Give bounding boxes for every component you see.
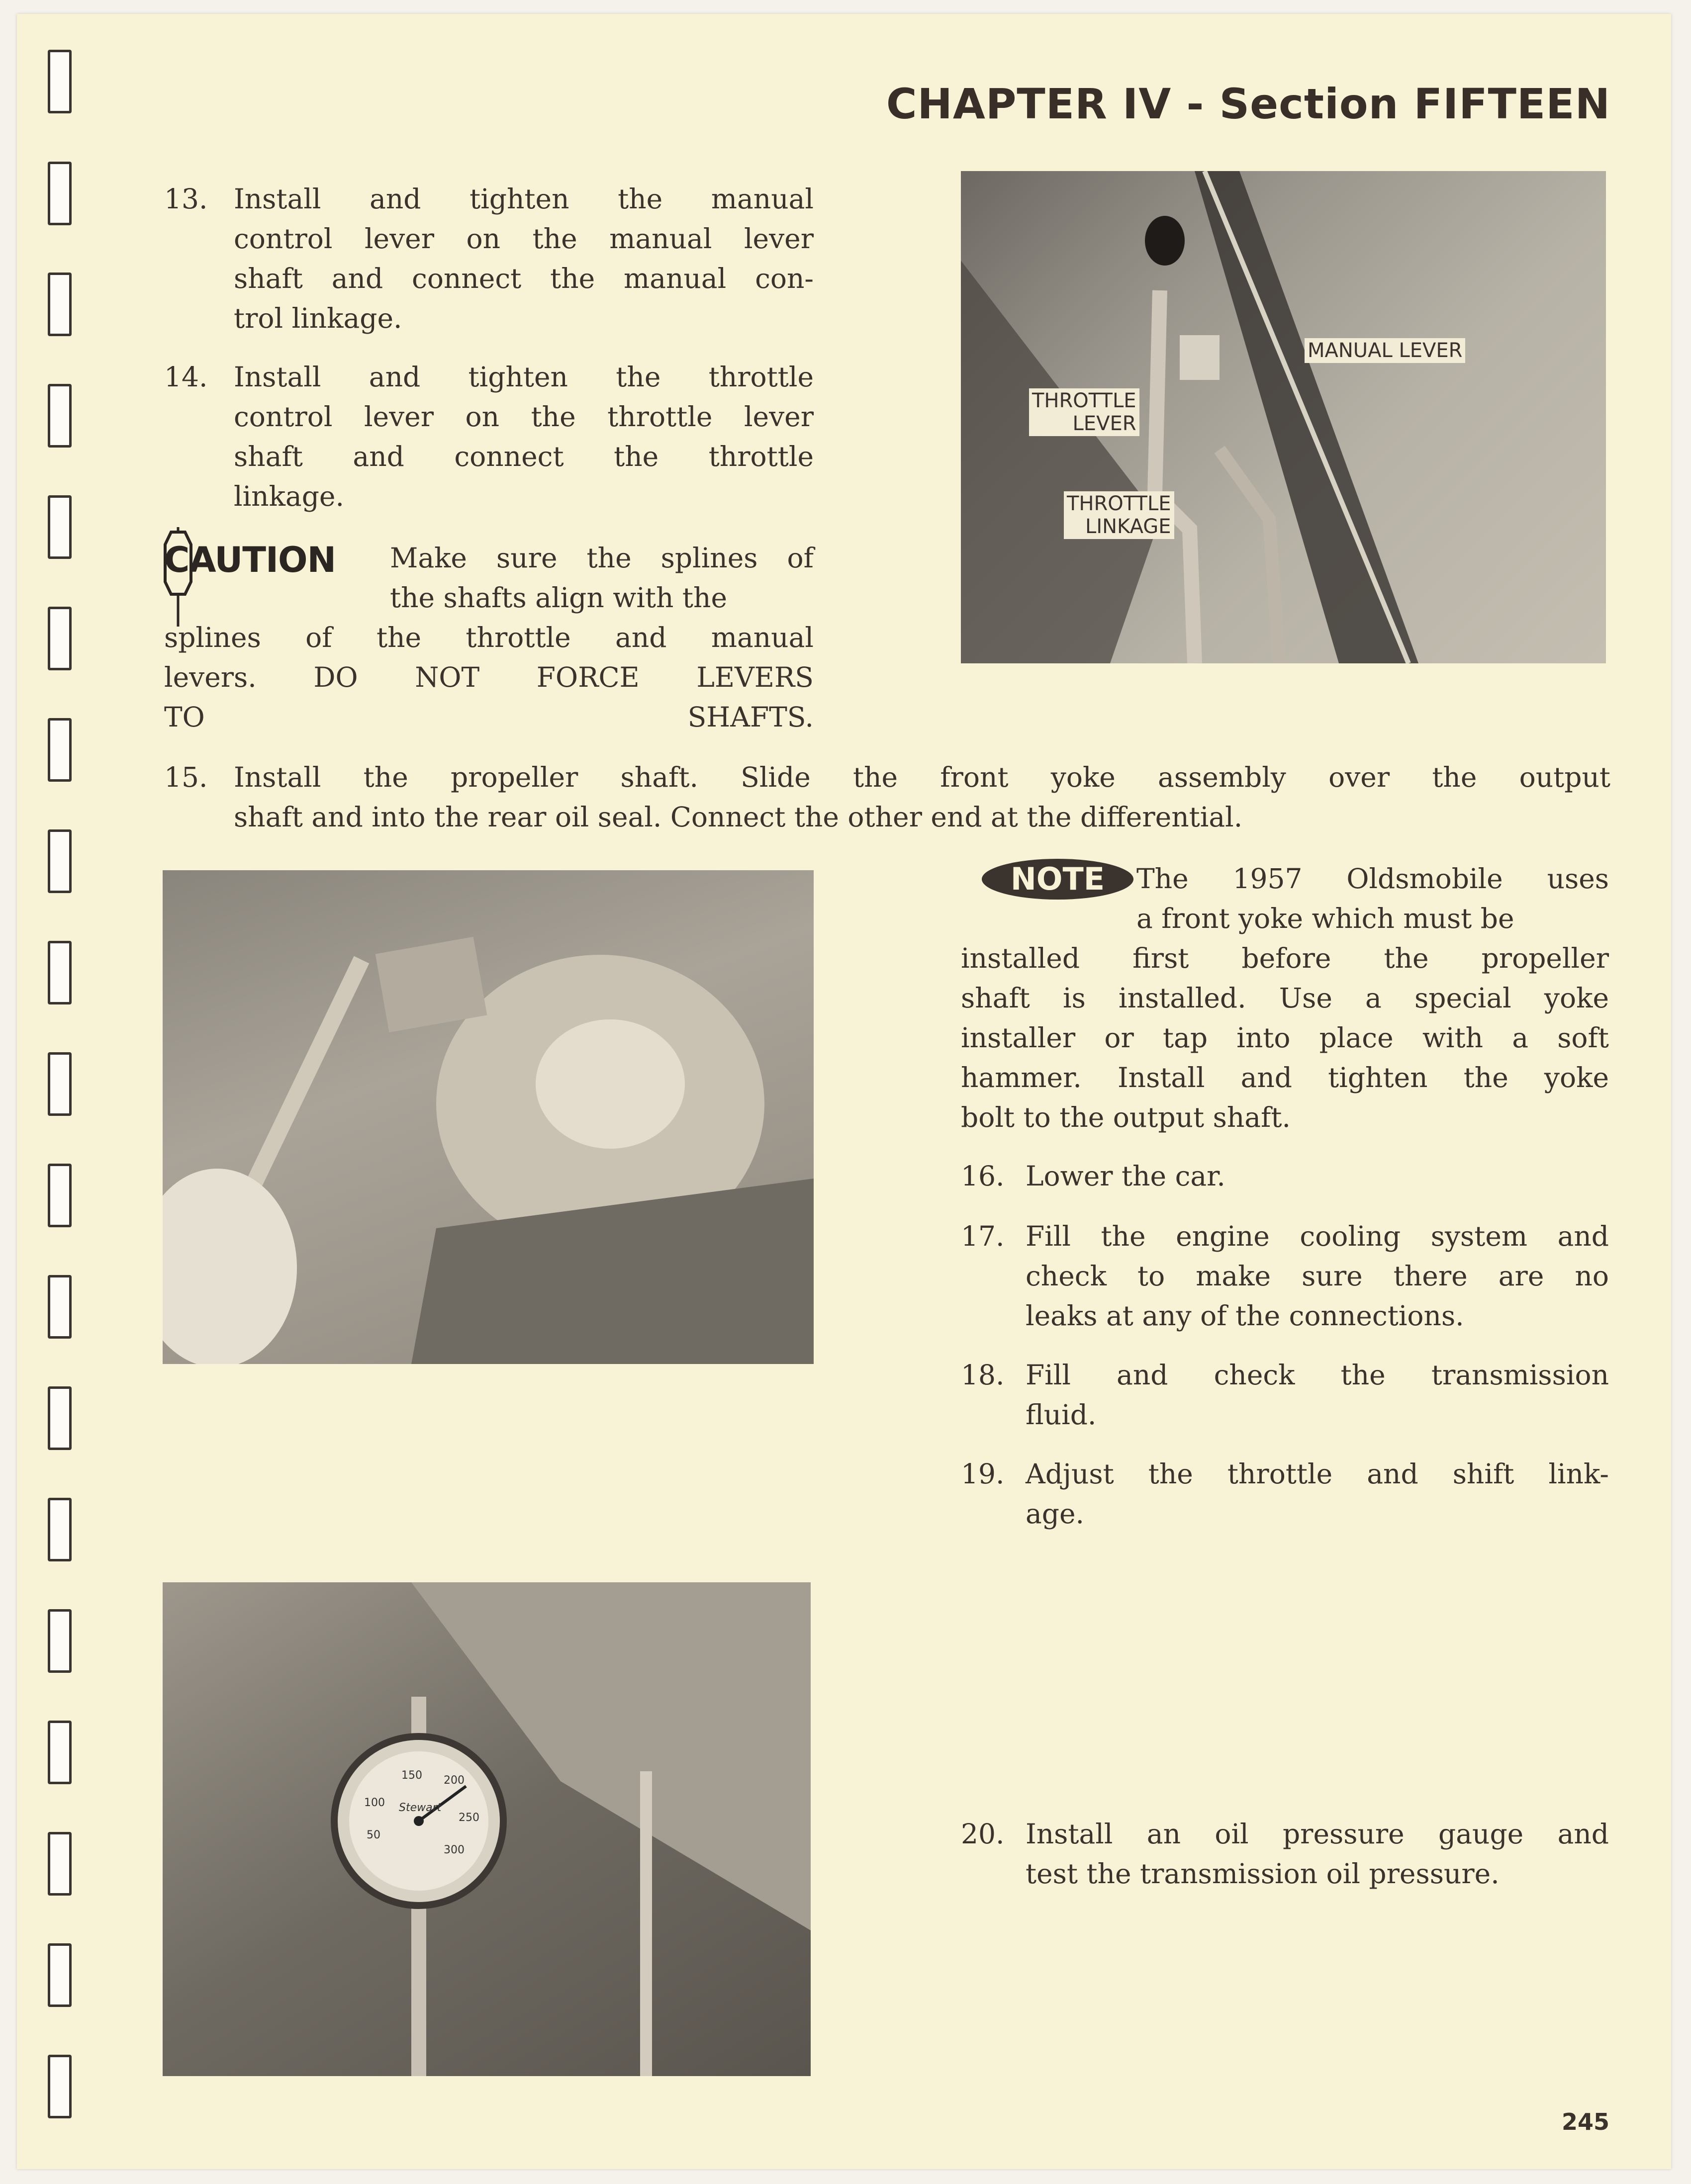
text-line: trol linkage. bbox=[234, 302, 402, 334]
binder-hole bbox=[48, 384, 72, 448]
text-line: Fill and check the transmission bbox=[1026, 1359, 1609, 1391]
text-line: Adjust the throttle and shift link- bbox=[1026, 1458, 1609, 1490]
text-line: shaft and into the rear oil seal. Connect the other end at the differential. bbox=[234, 801, 1243, 833]
page-number: 245 bbox=[1562, 2108, 1610, 2135]
text-line: shaft and connect the throttle bbox=[234, 441, 814, 472]
photo-yoke-install bbox=[163, 870, 814, 1364]
text-line: The 1957 Oldsmobile uses bbox=[1136, 863, 1609, 895]
step-number: 17. bbox=[961, 1220, 1005, 1252]
gauge-tick: 250 bbox=[459, 1812, 479, 1824]
yoke-illustration bbox=[163, 870, 814, 1364]
paragraph-text bbox=[1026, 1216, 1609, 1336]
text-line: TO SHAFTS. bbox=[164, 701, 814, 733]
text-line: Install the propeller shaft. Slide the front yoke assembly over the output bbox=[234, 761, 1610, 793]
text-line: shaft and connect the manual con- bbox=[234, 263, 814, 294]
text-line: levers. DO NOT FORCE LEVERS bbox=[164, 661, 814, 693]
step-number: 13. bbox=[164, 183, 208, 215]
text-line: shaft is installed. Use a special yoke bbox=[961, 982, 1609, 1014]
paragraph-text bbox=[1026, 1454, 1609, 1534]
paragraph-text bbox=[1026, 1355, 1609, 1435]
text-line: fluid. bbox=[1026, 1399, 1097, 1431]
label-manual-lever: MANUAL LEVER bbox=[1305, 338, 1465, 363]
paragraph-text bbox=[1136, 859, 1609, 938]
binder-hole bbox=[48, 1052, 72, 1116]
text-line: bolt to the output shaft. bbox=[961, 1101, 1291, 1133]
step-number: 20. bbox=[961, 1818, 1005, 1850]
text-line: Make sure the splines of bbox=[390, 542, 814, 574]
text-line: installer or tap into place with a soft bbox=[961, 1022, 1609, 1054]
text-line: splines of the throttle and manual bbox=[164, 622, 814, 653]
binder-hole bbox=[48, 495, 72, 559]
gauge-tick: 300 bbox=[444, 1844, 465, 1856]
chapter-header: CHAPTER IV - Section FIFTEEN bbox=[886, 80, 1610, 128]
text-line: hammer. Install and tighten the yoke bbox=[961, 1062, 1609, 1093]
binder-hole bbox=[48, 607, 72, 670]
photo-linkage bbox=[961, 171, 1606, 663]
binder-hole bbox=[48, 162, 72, 225]
paragraph-text bbox=[390, 538, 814, 618]
gauge-illustration bbox=[163, 1582, 811, 2076]
text-line: Lower the car. bbox=[1026, 1160, 1225, 1192]
binder-hole bbox=[48, 1386, 72, 1450]
note-badge: NOTE bbox=[982, 859, 1133, 900]
label-line: LINKAGE bbox=[1085, 515, 1171, 538]
paragraph-text bbox=[164, 618, 814, 737]
text-line: linkage. bbox=[234, 480, 344, 512]
step-number: 18. bbox=[961, 1359, 1005, 1391]
gauge-tick: 100 bbox=[364, 1797, 385, 1809]
label-line: THROTTLE bbox=[1067, 492, 1171, 515]
text-line: Install and tighten the throttle bbox=[234, 361, 814, 393]
text-line: Install and tighten the manual bbox=[234, 183, 814, 215]
text-line: a front yoke which must be bbox=[1136, 903, 1514, 934]
binder-hole bbox=[48, 273, 72, 336]
gauge-tick: 150 bbox=[401, 1769, 422, 1782]
photo-pressure-gauge bbox=[163, 1582, 811, 2076]
label-throttle-lever bbox=[1029, 388, 1139, 436]
step-number: 19. bbox=[961, 1458, 1005, 1490]
binder-hole bbox=[48, 2055, 72, 2118]
text-line: leaks at any of the connections. bbox=[1026, 1300, 1464, 1332]
binder-hole bbox=[48, 1943, 72, 2007]
text-line: age. bbox=[1026, 1498, 1085, 1530]
binder-hole bbox=[48, 1832, 72, 1896]
gauge-brand: Stewart bbox=[399, 1802, 442, 1814]
binder-hole bbox=[48, 1609, 72, 1673]
binder-hole bbox=[48, 718, 72, 782]
paragraph-text bbox=[961, 938, 1609, 1137]
text-line: installed first before the propeller bbox=[961, 942, 1609, 974]
binder-hole bbox=[48, 1275, 72, 1339]
text-line: the shafts align with the bbox=[390, 582, 727, 614]
binder-hole bbox=[48, 1164, 72, 1227]
label-line: THROTTLE bbox=[1032, 389, 1136, 412]
paragraph-text bbox=[1026, 1156, 1609, 1196]
text-line: control lever on the throttle lever bbox=[234, 401, 814, 433]
binder-hole bbox=[48, 941, 72, 1004]
binder-hole bbox=[48, 829, 72, 893]
step-number: 16. bbox=[961, 1160, 1005, 1192]
gauge-tick: 50 bbox=[367, 1829, 380, 1841]
text-line: Fill the engine cooling system and bbox=[1026, 1220, 1609, 1252]
text-line: check to make sure there are no bbox=[1026, 1260, 1609, 1292]
step-number: 14. bbox=[164, 361, 208, 393]
paragraph-text bbox=[234, 357, 814, 516]
paragraph-text bbox=[234, 757, 1610, 837]
paragraph-text bbox=[1026, 1814, 1609, 1894]
text-line: Install an oil pressure gauge and bbox=[1026, 1818, 1609, 1850]
gauge-tick: 200 bbox=[444, 1774, 465, 1787]
binder-hole bbox=[48, 1721, 72, 1784]
paragraph-text bbox=[234, 179, 814, 338]
binder-hole bbox=[48, 1498, 72, 1561]
step-number: 15. bbox=[164, 761, 208, 793]
text-line: test the transmission oil pressure. bbox=[1026, 1858, 1500, 1890]
binder-hole bbox=[48, 50, 72, 113]
label-throttle-linkage bbox=[1064, 491, 1174, 539]
text-line: control lever on the manual lever bbox=[234, 223, 814, 255]
label-line: LEVER bbox=[1072, 412, 1136, 435]
caution-label: CAUTION bbox=[164, 540, 336, 580]
